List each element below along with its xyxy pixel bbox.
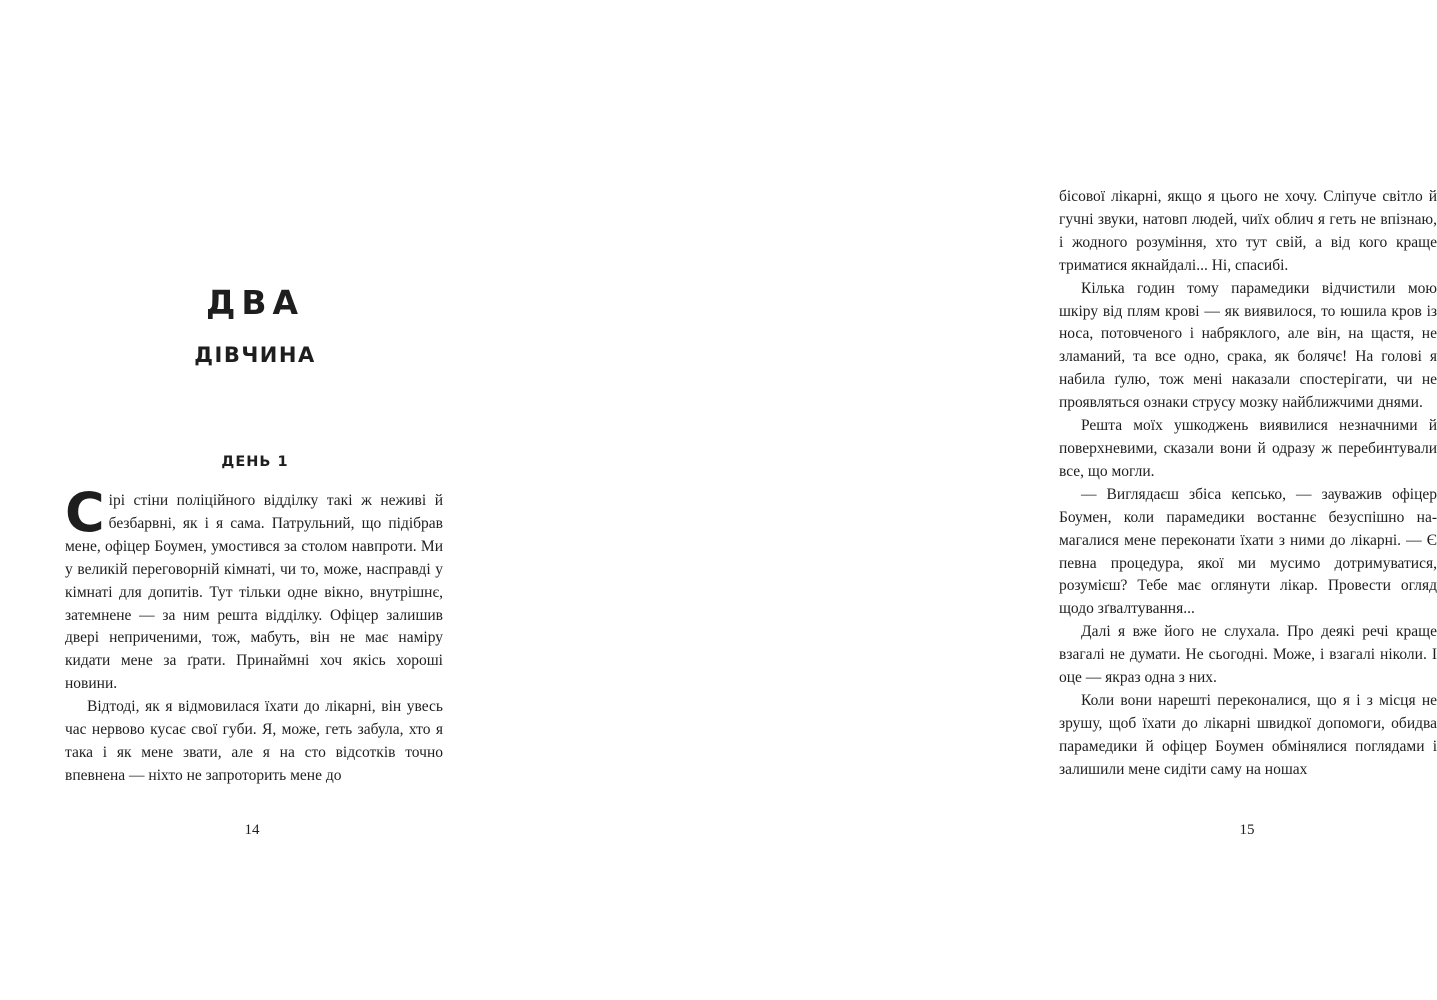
paragraph: бісової лікарні, якщо я цього не хочу. Сліпуче світло й гучні звуки, натовп людей, чиїх облич я геть не впізнаю, і жодного розуміння, хто тут свій, а від кого краще триматися якнайдалі... Ні, спасибі. (1059, 188, 1437, 274)
right-page (500, 0, 1437, 1000)
paragraph: Відтоді, як я відмовилася їхати до лікарні, він увесь час нервово кусає свої губи. Я, може, геть забула, хто я така і як мене звати, але я на сто відсотків точно впевнена — ніхто не запроторить мене до (65, 698, 443, 784)
left-page-text (65, 481, 443, 788)
paragraph (65, 481, 443, 696)
paragraph: Коли вони нарешті переконалися, що я і з місця не зрушу, щоб їхати до лікарні швидкої допомоги, обидва парамедики й офіцер Боумен обмінялися поглядами і залишили мене сидіти саму на ношах (1059, 691, 1437, 778)
paragraph: Решта моїх ушкоджень виявилися незначними й поверхневими, сказали вони й одразу ж перебинтували все, що могли. (1059, 417, 1437, 480)
chapter-subtitle: ДІВЧИНА (194, 343, 316, 367)
page-number-left: 14 (244, 822, 260, 838)
paragraph: Кілька годин тому парамедики відчистили мою шкіру від плям крові — як виявилося, то юшила кров із носа, потовченого і набряклого, але він, на щастя, не зламаний, та все одно, срака, як болячє! На голові я набила ґулю, тож мені наказали спостерігати, чи не проявляться ознаки струсу мозку найближчими днями. (1059, 279, 1437, 412)
paragraph-text: ірі стіни поліційного відділку такі ж неживі й безбарвні, як і я сама. Патрульний, що підібрав мене, офіцер Боумен, умостився за столом навпроти. Ми у великій переговорній кімнаті, чи то, може, насправді у кімнаті для допитів. Тут тільки одне вікно, внутрішнє, затемнене — за ним решта відділку. Офіцер залишив двері неприченими, тож, мабуть, він не має наміру кидати мене за ґрати. Принаймні хоч якісь хороші новини. (65, 492, 443, 693)
left-page (0, 0, 500, 1000)
day-heading: ДЕНЬ 1 (221, 454, 289, 470)
paragraph: — Виглядаєш збіса кепсько, — зауважив офіцер Боумен, коли парамедики востаннє безуспішно намагалися мене переконати їхати з ними до лікарні. — Є певна процедура, якої ми мусимо дотримуватися, розумієш? Тебе має оглянути лікар. Провести огляд щодо зґвалтування... (1059, 485, 1437, 618)
chapter-number: ДВА (205, 283, 305, 322)
page-number-right: 15 (1239, 822, 1255, 838)
drop-cap: С (65, 481, 105, 544)
paragraph: Далі я вже його не слухала. Про деякі речі краще взагалі не думати. Не сьогодні. Може, і взагалі ніколи. І оце — якраз одна з них. (1059, 623, 1437, 687)
right-page-text (1059, 186, 1437, 782)
